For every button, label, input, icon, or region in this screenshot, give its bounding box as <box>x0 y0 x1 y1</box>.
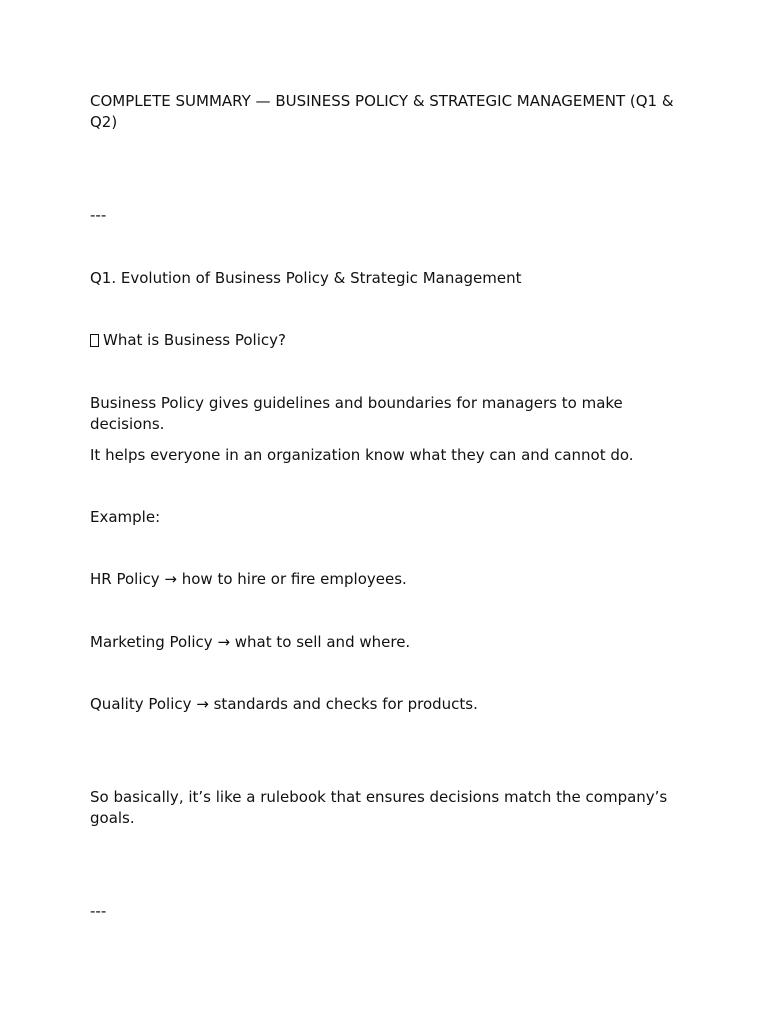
example-label: Example: <box>90 508 161 526</box>
paragraph-summary: So basically, it’s like a rulebook that ensures decisions match the company’s goals. <box>90 788 668 827</box>
paragraph-definition: Business Policy gives guidelines and boundaries for managers to make decisions. <box>90 394 623 433</box>
subheading <box>90 330 686 351</box>
subheading-text: What is Business Policy? <box>103 331 286 349</box>
example-item-marketing: Marketing Policy → what to sell and where. <box>90 633 411 651</box>
example-item-quality: Quality Policy → standards and checks for products. <box>90 695 478 713</box>
separator: --- <box>90 902 107 920</box>
example-item-hr: HR Policy → how to hire or fire employees. <box>90 570 407 588</box>
separator: --- <box>90 206 107 224</box>
missing-glyph-icon <box>90 334 99 347</box>
paragraph-purpose: It helps everyone in an organization know what they can and cannot do. <box>90 446 634 464</box>
document-title: COMPLETE SUMMARY — BUSINESS POLICY & STRATEGIC MANAGEMENT (Q1 & Q2) <box>90 92 674 131</box>
question-1-heading: Q1. Evolution of Business Policy & Strategic Management <box>90 269 522 287</box>
